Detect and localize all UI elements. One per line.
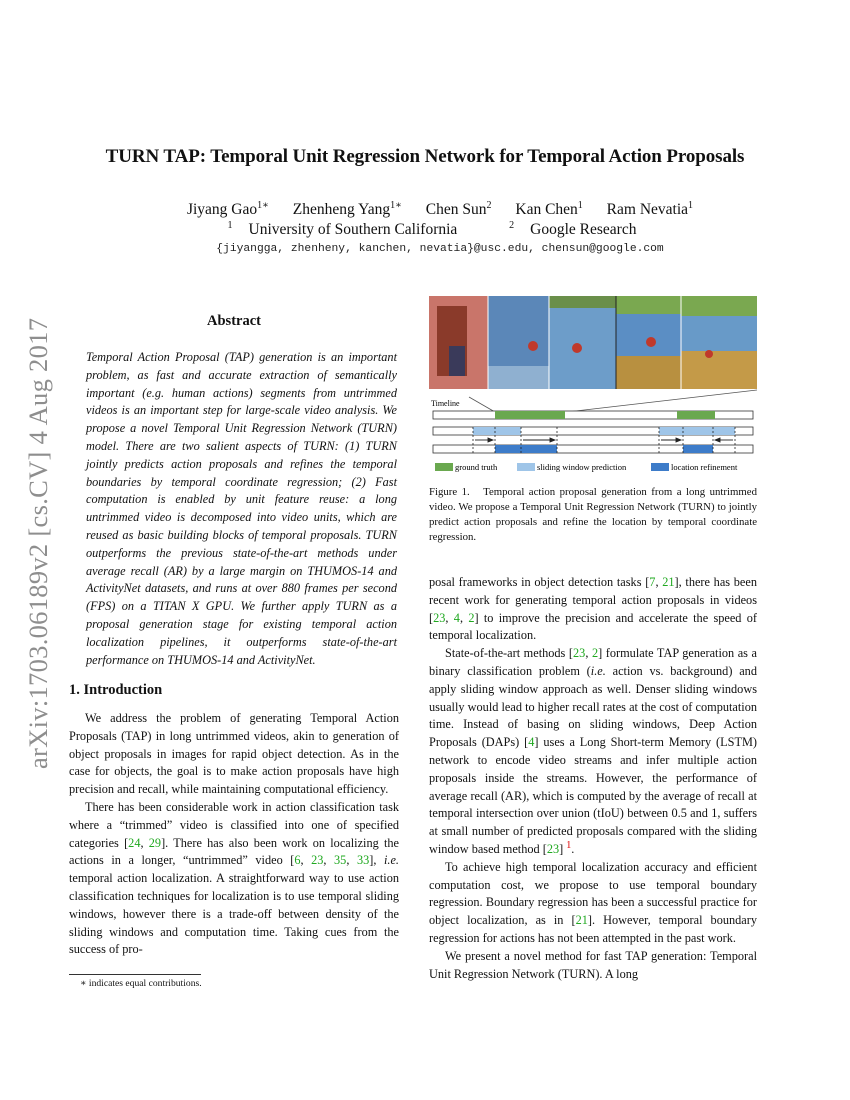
- citation-link[interactable]: 6: [294, 853, 301, 868]
- affiliation-1: $^1$ University of Southern California: [227, 219, 458, 238]
- timeline-label: Timeline: [431, 399, 460, 408]
- author-5: Ram Nevatia$^1$: [606, 199, 694, 218]
- figure-1-graphic: [429, 296, 757, 476]
- citation-link[interactable]: 23: [573, 646, 586, 661]
- legend-label-location-refinement: location refinement: [671, 462, 738, 472]
- intro-paragraph-2: There has been considerable work in action classification task where a “trimmed” video is classified into one of specified categories [24, 29]. There has also been work on localizing the actions in a longer, “untrimmed” video [6, 23, 35, 33], i.e. temporal action localization. A straightforward way to use action classification techniques for localization is to use temporal sliding windows, however there is a trade-off between density of the sliding windows and computation time. Taking cues from the success of pro-: [69, 799, 400, 957]
- ground-truth-segment-2: [677, 411, 715, 419]
- author-4: Kan Chen$^1$: [515, 199, 583, 218]
- legend-swatch-ground-truth: [435, 463, 453, 471]
- legend-swatch-location-refinement: [651, 463, 669, 471]
- refinement-arrows: [475, 438, 733, 442]
- legend-label-sliding-window: sliding window prediction: [537, 462, 627, 472]
- legend-label-ground-truth: ground truth: [455, 462, 498, 472]
- right-paragraph-3: To achieve high temporal localization accuracy and efficient computation cost, we propose to use temporal boundary regression. Boundary regression has been a successful practice for object localization, as in [21]. However, temporal boundary regression for actions has not been attempted in the past work.: [429, 859, 757, 945]
- figure-legend: [435, 462, 738, 472]
- intro-column-left: [69, 710, 399, 959]
- arxiv-sidebar: [14, 287, 62, 777]
- caption-text: Temporal action proposal generation from a long untrimmed video. We propose a Temporal Unit Regression Network (TURN) to jointly predict action proposals and refine the location by temporal coordinate regression.: [429, 486, 757, 543]
- intro-column-right: [429, 574, 757, 983]
- frame-3-track: [549, 296, 616, 389]
- right-paragraph-4: We present a novel method for fast TAP generation: Temporal Unit Regression Network (TURN). A long: [429, 948, 757, 981]
- citation-link[interactable]: 4: [453, 610, 460, 625]
- right-paragraph-1: posal frameworks in object detection tasks [7, 21], there has been recent work for generating temporal action proposals in videos [23, 4, 2] to improve the precision and accelerate the speed of temporal localization.: [429, 575, 757, 643]
- citation-link[interactable]: 21: [575, 913, 588, 928]
- citation-link[interactable]: 23: [311, 853, 324, 868]
- arxiv-id: arXiv:1703.06189v2 [cs.CV] 4 Aug 2017: [23, 317, 53, 769]
- sliding-window-segment-1: [473, 427, 521, 435]
- location-refinement-segment-1: [495, 445, 557, 453]
- footnote-marker[interactable]: 1: [566, 839, 572, 851]
- abstract-text: Temporal Action Proposal (TAP) generation is an important problem, as fast and accurate extraction of semantically important (e.g. human actions) segments from untrimmed videos is an important step for large-scale video analysis. We propose a novel Temporal Unit Regression Network (TURN) model. There are two salient aspects of TURN: (1) TURN jointly predicts action proposals and refines the temporal boundaries by temporal coordinate regression; (2) Fast computation is enabled by unit feature reuse: a long untrimmed video is decomposed into video units, which are reused as basic building blocks of temporal proposals. TURN outperforms the previous state-of-the-art methods under average recall (AR) by a large margin on THUMOS-14 and ActivityNet datasets, and runs at over 880 frames per second (FPS) on a TITAN X GPU. We further apply TURN as a proposal generation stage for existing temporal action localization pipelines, it outperforms state-of-the-art performance on THUMOS-14 and ActivityNet.: [86, 350, 397, 667]
- ground-truth-segment-1: [495, 411, 565, 419]
- section-heading-introduction: 1. Introduction: [69, 682, 163, 698]
- author-3: Chen Sun$^2$: [425, 199, 492, 218]
- figure-1: [429, 296, 757, 476]
- footnote-divider: [69, 974, 201, 975]
- citation-link[interactable]: 2: [591, 646, 599, 661]
- citation-link[interactable]: 23: [433, 610, 446, 625]
- paper-title: TURN TAP: Temporal Unit Regression Network for Temporal Action Proposals: [105, 146, 745, 167]
- right-paragraph-2: State-of-the-art methods [23, 2] formulate TAP generation as a binary classification problem (i.e. action vs. background) and apply sliding window approach as well. Denser sliding windows usually would lead to higher recall rates at the cost of computation time. Instead of basing on sliding windows, Deep Action Proposals (DAPs) [4] uses a Long Short-term Memory (LSTM) network to encode video streams and infer multiple action proposals inside the streams. However, the performance of average recall (AR), which is computed by the average of recall at temporal intersection over union (tIoU) between 0.5 and 1, suffers at small number of predicted proposals compared with the sliding window based method [23] $^1$.: [429, 646, 757, 856]
- footnote: ∗ indicates equal contributions.: [80, 978, 202, 989]
- legend-swatch-sliding-window: [517, 463, 535, 471]
- abstract-body: [86, 349, 397, 669]
- citation-link[interactable]: 2: [468, 610, 475, 625]
- citation-link[interactable]: 33: [356, 853, 370, 868]
- intro-paragraph-1: We address the problem of generating Temporal Action Proposals (TAP) in long untrimmed videos, akin to generation of object proposals in images for rapid object detection. As in the case for objects, the goal is to make action proposals have high precision and recall, while maintaining computational efficiency.: [69, 711, 399, 797]
- citation-link[interactable]: 7: [649, 575, 656, 589]
- citation-link[interactable]: 35: [334, 853, 347, 868]
- affiliations: [140, 221, 740, 239]
- author-1: Jiyang Gao$^{1∗}$: [186, 199, 269, 218]
- author-list: [140, 201, 740, 219]
- affiliation-2: $^2$ Google Research: [509, 219, 637, 238]
- figure-1-caption: [429, 485, 757, 545]
- sliding-window-segment-2: [659, 427, 735, 435]
- author-2: Zhenheng Yang$^{1∗}$: [292, 199, 402, 218]
- figure-label: Figure 1.: [429, 486, 470, 498]
- author-emails: {jiyangga, zhenheny, kanchen, nevatia}@usc.edu, chensun@google.com: [216, 243, 664, 255]
- citation-link[interactable]: 21: [662, 575, 675, 589]
- citation-link[interactable]: 29: [148, 835, 162, 850]
- citation-link[interactable]: 24: [128, 835, 141, 850]
- abstract-heading: Abstract: [207, 313, 261, 329]
- citation-link[interactable]: 4: [528, 735, 535, 750]
- location-refinement-segment-2: [683, 445, 713, 453]
- citation-link[interactable]: 23: [546, 841, 560, 856]
- video-frames: [429, 296, 757, 389]
